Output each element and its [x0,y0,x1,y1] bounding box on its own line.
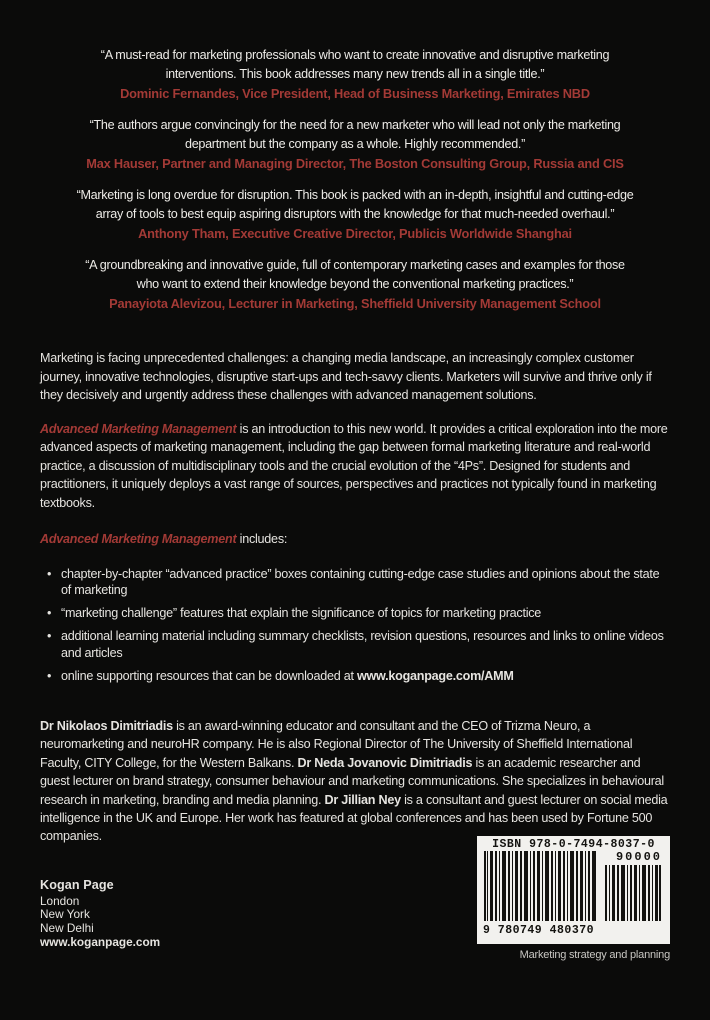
publisher-location: New York [40,907,90,922]
overview-paragraph [40,420,670,513]
download-url-text: www.koganpage.com/AMM [356,668,514,683]
publisher-name: Kogan Page [40,878,114,892]
endorsement-2 [20,116,690,173]
book-title: Advanced Marketing Management [40,421,237,436]
endorsement-attribution: Panayiota Alevizou, Lecturer in Marketing, Sheffield University Management School [109,296,601,311]
publisher-location: New Delhi [40,920,94,935]
endorsement-quote-line: interventions. This book addresses many new trends all in a single title.” [165,67,545,81]
endorsements-section [0,0,710,313]
isbn-number: ISBN 978-0-7494-8037-0 [492,838,655,851]
endorsement-3 [20,186,690,243]
barcode-price-code: 90000 [615,850,662,864]
endorsement-quote-line: “A must-read for marketing professionals who want to create innovative and disruptive marketing [100,48,610,62]
endorsement-quote-line: “Marketing is long overdue for disruption. This book is packed with an in-depth, insightful and cutting-edge [76,188,634,202]
endorsement-attribution: Max Hauser, Partner and Managing Director, The Boston Consulting Group, Russia and CIS [86,156,624,171]
author-name: Dr Neda Jovanovic Dimitriadis [297,755,473,770]
barcode-area [477,836,670,961]
publisher-location: London [40,893,80,908]
endorsement-quote-line: “The authors argue convincingly for the need for a new marketer who will lead not only the marketing [89,118,621,132]
author-name: Dr Nikolaos Dimitriadis [40,719,173,733]
author-name: Dr Jillian Ney [324,792,401,807]
publisher-block [40,879,160,949]
endorsement-1 [20,46,690,103]
publisher-website-text: www.koganpage.com [40,934,161,949]
author-bio-section [0,717,710,846]
feature-text: additional learning material including summary checklists, revision questions, resources and links to online videos and articles [61,629,664,660]
overview-text: is an introduction to this new world. It provides a critical exploration into the more advanced aspects of marketing management, including the gap between formal marketing literature and real-world practice, a discussion of multidisciplinary tools and the crucial evolution of the “4Ps”. Designed for students and practitioners, it uniquely deploys a vast range of sources, perspectives and practices not typically found in marketing textbooks. [40,421,668,510]
author-bio-text: is a consultant and guest lecturer on social media intelligence in the UK and Europe. Her work has featured at global conferences and has been used by Fortune 500 companies. [40,792,668,844]
endorsement-quote-line: “A groundbreaking and innovative guide, full of contemporary marketing cases and examples for those [85,258,625,272]
feature-text: chapter-by-chapter “advanced practice” boxes containing cutting-edge case studies and opinions about the state of marketing [61,566,660,597]
endorsement-4 [20,256,690,313]
endorsement-attribution: Dominic Fernandes, Vice President, Head of Business Marketing, Emirates NBD [120,86,590,101]
description-section [0,349,710,684]
endorsement-quote-line: array of tools to best equip aspiring disruptors with the knowledge for that much-needed overhaul.” [95,207,615,221]
feature-text: online supporting resources that can be downloaded at [61,668,357,683]
barcode-supplement-bars-icon [605,865,661,921]
features-list [40,566,670,685]
endorsement-quote-line: who want to extend their knowledge beyond the conventional marketing practices.” [136,277,574,291]
feature-item [40,628,670,661]
feature-item [40,668,670,685]
endorsement-quote-line: department but the company as a whole. Highly recommended.” [184,137,525,151]
includes-heading [40,530,670,549]
category-label: Marketing strategy and planning [519,949,670,961]
book-title: Advanced Marketing Management [40,532,237,546]
endorsement-attribution: Anthony Tham, Executive Creative Director, Publicis Worldwide Shanghai [138,226,572,241]
intro-paragraph: Marketing is facing unprecedented challenges: a changing media landscape, an increasingly complex customer journey, innovative technologies, disruptive start-ups and tech-savvy clients. Marketers will survive and thrive only if they decisively and urgently address these challenges with advanced management solutions. [40,351,652,402]
feature-text: “marketing challenge” features that explain the significance of topics for marketing practice [61,606,542,620]
isbn-barcode [477,836,670,944]
feature-item [40,605,670,622]
includes-label: includes: [236,532,288,546]
feature-item [40,566,670,599]
barcode-digits: 9 780749 480370 [483,924,595,937]
author-bio-paragraph [40,717,670,846]
author-bio-text: is an award-winning educator and consultant and the CEO of Trizma Neuro, a neuromarketing and neuroHR company. He is also Regional Director of The University of Sheffield International Faculty, CITY College, for the Western Balkans. [40,719,633,770]
author-bio-text: is an academic researcher and guest lecturer on brand strategy, consumer behaviour and marketing communications. She specializes in behavioural research in marketing, branding and media planning. [40,755,664,807]
barcode-bars-icon [484,851,596,921]
